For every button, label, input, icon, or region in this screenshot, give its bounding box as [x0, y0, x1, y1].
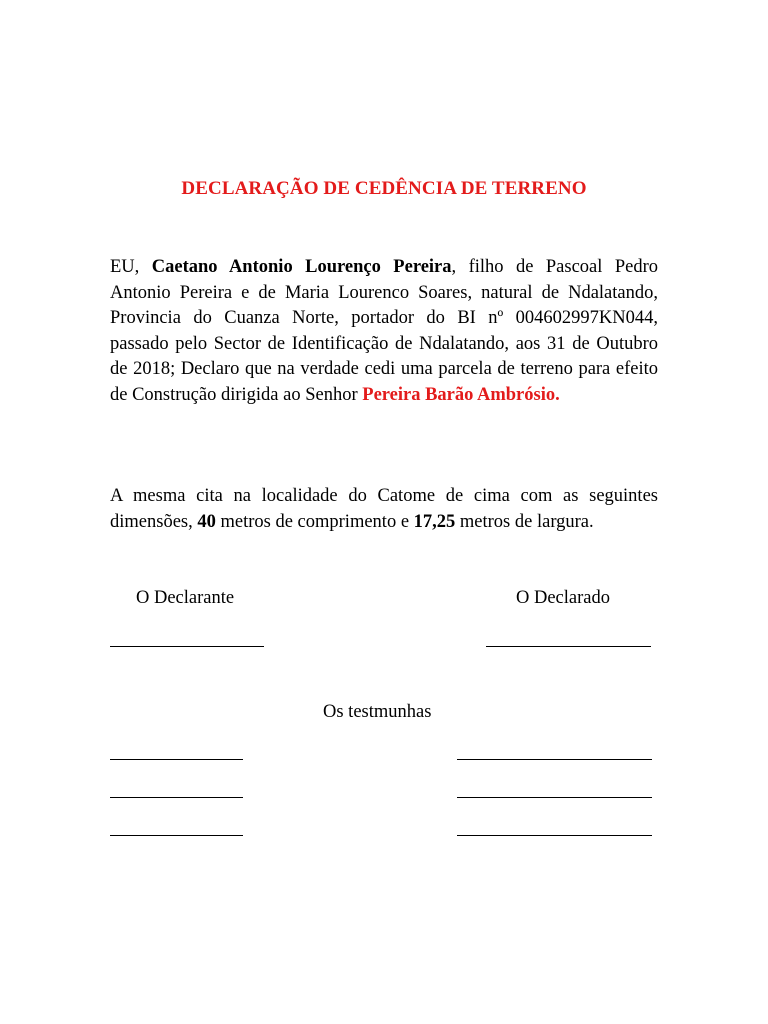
declarant-label: O Declarante	[136, 588, 235, 608]
dimensions-text-a: A mesma cita na localidade do Catome de cima com as seguintes dimensões,	[110, 486, 658, 532]
declarant-signature-line	[110, 646, 264, 647]
paragraph-text	[110, 257, 658, 405]
witness-line	[457, 759, 652, 760]
declared-signature-line	[486, 646, 651, 647]
witness-line	[457, 797, 652, 798]
dimensions-text-c: metros de largura.	[455, 511, 594, 532]
witnesses-label: Os testmunhas	[323, 702, 432, 722]
witness-line	[457, 835, 652, 836]
recipient-name: Pereira Barão Ambrósio.	[362, 384, 560, 405]
dimensions-paragraph	[110, 484, 658, 535]
witness-line	[110, 797, 243, 798]
witness-line	[110, 835, 243, 836]
paragraph-body: , filho de Pascoal Pedro Antonio Pereira e de Maria Lourenco Soares, natural de Ndalatando, Provincia do Cuanza Norte, portador do BI nº 004602997KN044, passado pelo Sector de Identificação de Ndalatando, aos 31 de Outubro de 2018; Declaro que na verdade cedi uma parcela de terreno para efeito de Construção dirigida ao Senhor	[110, 257, 659, 405]
document-title: DECLARAÇÃO DE CEDÊNCIA DE TERRENO	[181, 178, 587, 199]
length-value: 40	[197, 511, 216, 532]
declared-label: O Declarado	[516, 588, 610, 608]
declarant-name: Caetano Antonio Lourenço Pereira	[151, 257, 452, 277]
dimensions-text-b: metros de comprimento e	[215, 511, 414, 532]
declaration-paragraph	[110, 255, 658, 409]
width-value: 17,25	[413, 511, 456, 532]
paragraph-prefix: EU,	[110, 257, 152, 277]
witness-line	[110, 759, 243, 760]
